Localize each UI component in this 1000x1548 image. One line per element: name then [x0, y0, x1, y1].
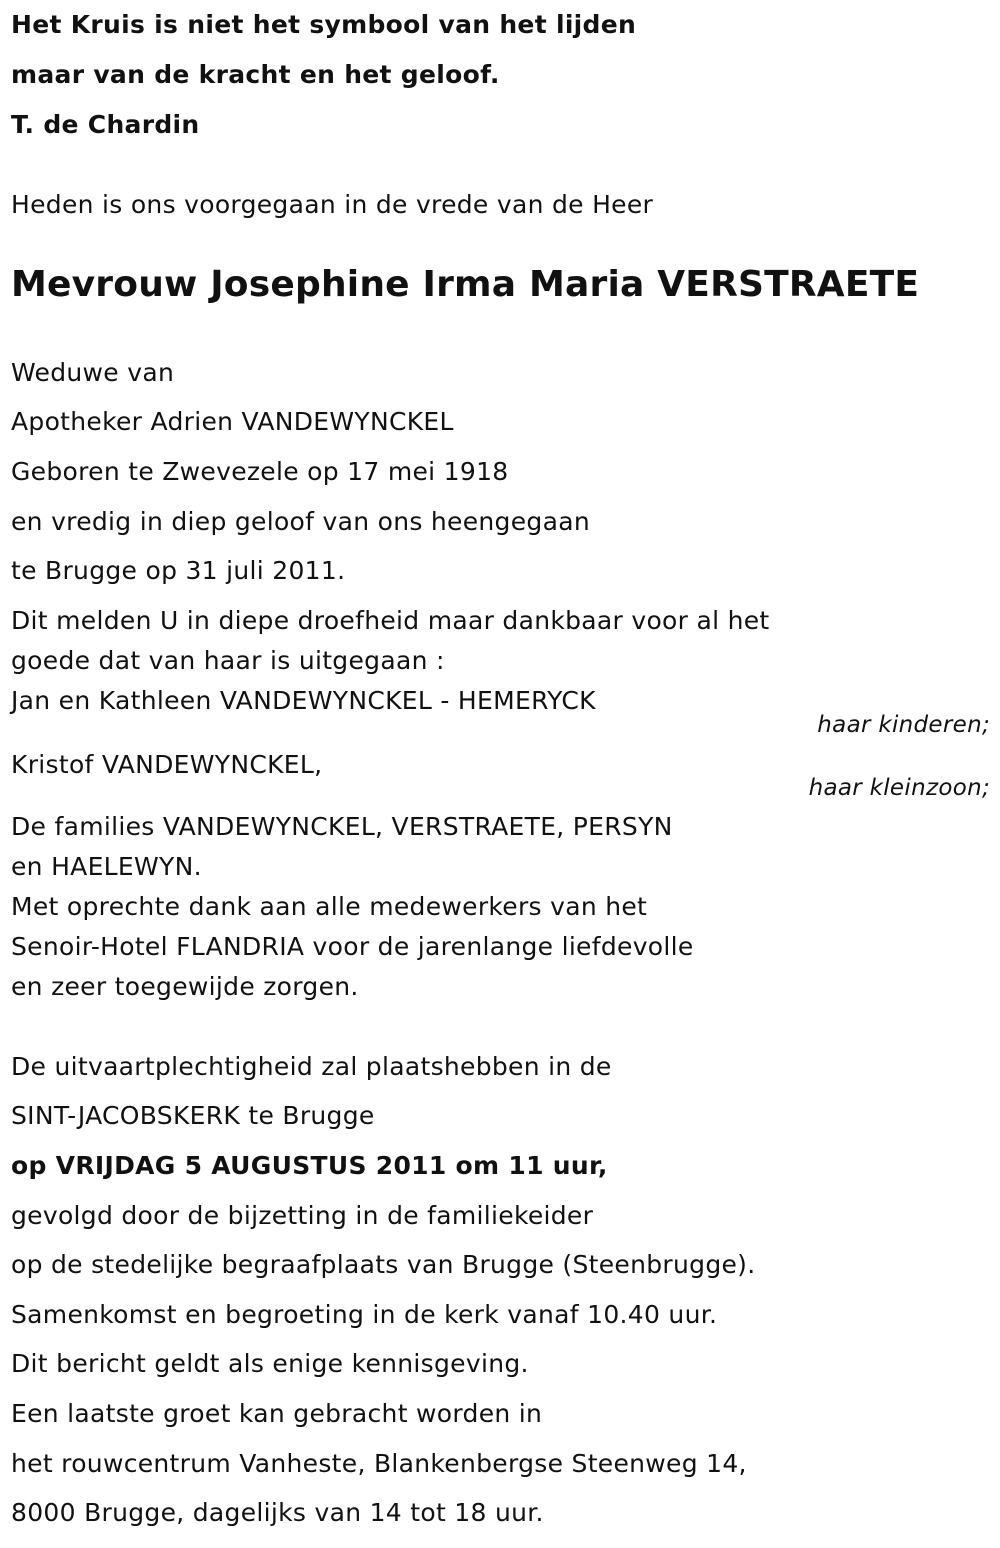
funeral-line: De uitvaartplechtigheid zal plaatshebben in de — [11, 1052, 612, 1081]
thanks-line: Met oprechte dank aan alle medewerkers van het — [11, 892, 648, 921]
detail-line: te Brugge op 31 juli 2011. — [11, 556, 346, 585]
funeral-line: Dit bericht geldt als enige kennisgeving. — [11, 1349, 529, 1378]
funeral-line: het rouwcentrum Vanheste, Blankenbergse Steenweg 14, — [11, 1449, 747, 1478]
detail-line: Geboren te Zwevezele op 17 mei 1918 — [11, 457, 509, 486]
relative-role: haar kinderen; — [817, 712, 990, 738]
relative-role: haar kleinzoon; — [808, 775, 990, 801]
announcement-line: goede dat van haar is uitgegaan : — [11, 646, 445, 675]
intro-text: Heden is ons voorgegaan in de vrede van de Heer — [11, 190, 654, 219]
funeral-date: op VRIJDAG 5 AUGUSTUS 2011 om 11 uur, — [11, 1151, 608, 1180]
funeral-church: SINT-JACOBSKERK te Brugge — [11, 1101, 375, 1130]
relative-name: Kristof VANDEWYNCKEL, — [11, 750, 323, 779]
motto-line-2: maar van de kracht en het geloof. — [11, 60, 500, 89]
families-line: en HAELEWYN. — [11, 852, 202, 881]
thanks-line: Senoir-Hotel FLANDRIA voor de jarenlange liefdevolle — [11, 932, 694, 961]
funeral-line: Samenkomst en begroeting in de kerk vanaf 10.40 uur. — [11, 1300, 718, 1329]
detail-line: Apotheker Adrien VANDEWYNCKEL — [11, 407, 454, 436]
detail-line: Weduwe van — [11, 358, 175, 387]
funeral-line: 8000 Brugge, dagelijks van 14 tot 18 uur. — [11, 1498, 544, 1527]
funeral-line: op de stedelijke begraafplaats van Brugge (Steenbrugge). — [11, 1250, 756, 1279]
thanks-line: en zeer toegewijde zorgen. — [11, 972, 359, 1001]
motto-author: T. de Chardin — [11, 110, 200, 139]
families-line: De families VANDEWYNCKEL, VERSTRAETE, PERSYN — [11, 812, 673, 841]
funeral-line: Een laatste groet kan gebracht worden in — [11, 1399, 543, 1428]
announcement-line: Dit melden U in diepe droefheid maar dankbaar voor al het — [11, 606, 770, 635]
funeral-line: gevolgd door de bijzetting in de familiekeider — [11, 1201, 594, 1230]
motto-line-1: Het Kruis is niet het symbool van het lijden — [11, 10, 637, 39]
deceased-name: Mevrouw Josephine Irma Maria VERSTRAETE — [11, 264, 920, 305]
relative-name: Jan en Kathleen VANDEWYNCKEL - HEMERYCK — [11, 686, 596, 715]
detail-line: en vredig in diep geloof van ons heengegaan — [11, 507, 590, 536]
